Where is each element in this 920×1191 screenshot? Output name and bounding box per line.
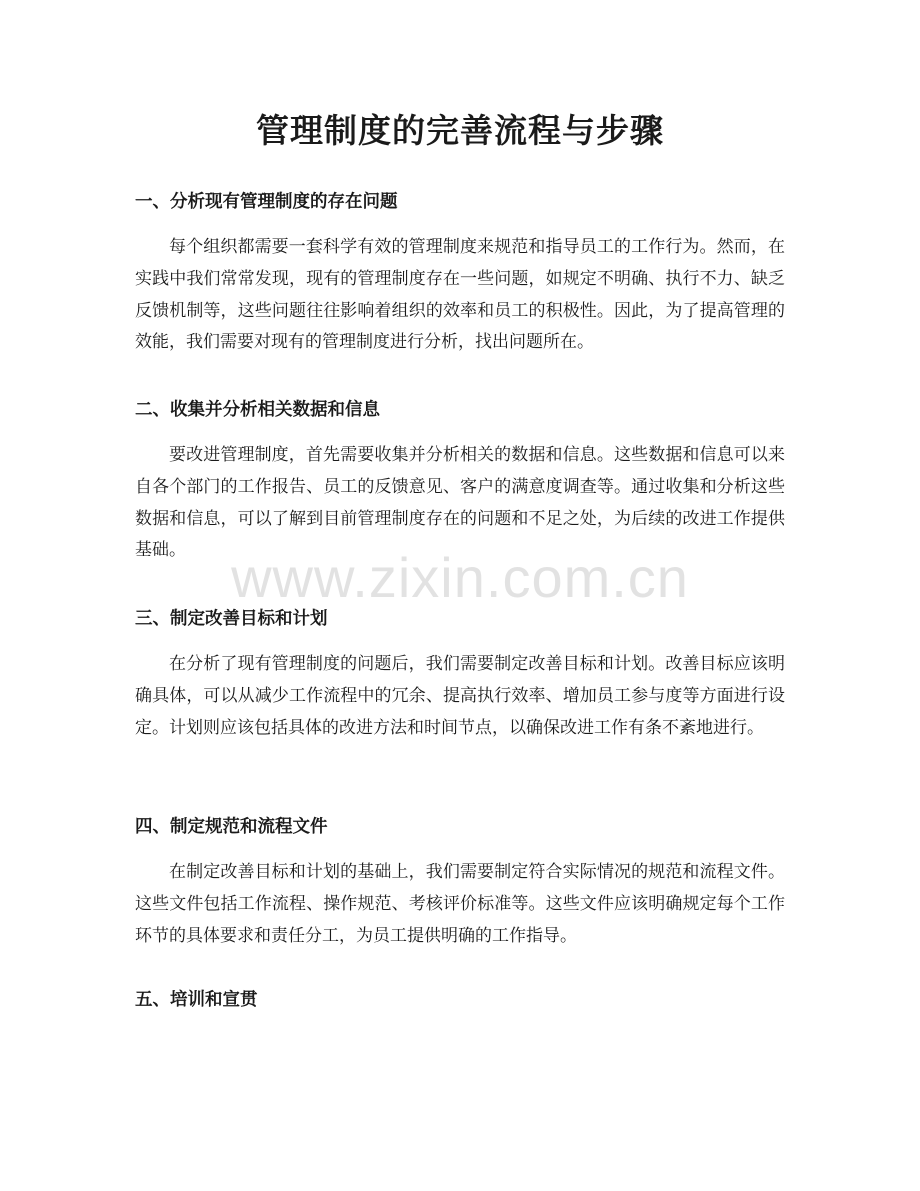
section-paragraph: 要改进管理制度，首先需要收集并分析相关的数据和信息。这些数据和信息可以来自各个部门的工作报告、员工的反馈意见、客户的满意度调查等。通过收集和分析这些数据和信息，可以了解到目前管理制度存在的问题和不足之处，为后续的改进工作提供基础。 xyxy=(135,445,785,561)
section-paragraph: 在制定改善目标和计划的基础上，我们需要制定符合实际情况的规范和流程文件。这些文件包括工作流程、操作规范、考核评价标准等。这些文件应该明确规定每个工作环节的具体要求和责任分工，为员工提供明确的工作指导。 xyxy=(135,862,785,946)
section-heading: 二、收集并分析相关数据和信息 xyxy=(135,400,380,420)
section-heading: 五、培训和宣贯 xyxy=(135,990,258,1010)
document-title: 管理制度的完善流程与步骤 xyxy=(256,111,664,150)
section-heading: 四、制定规范和流程文件 xyxy=(135,817,328,837)
section-3 xyxy=(135,606,785,744)
watermark: www.zixin.com.cn xyxy=(231,546,689,609)
section-paragraph: 在分析了现有管理制度的问题后，我们需要制定改善目标和计划。改善目标应该明确具体，可以从减少工作流程中的冗余、提高执行效率、增加员工参与度等方面进行设定。计划则应该包括具体的改进方法和时间节点，以确保改进工作有条不紊地进行。 xyxy=(135,654,785,738)
section-heading: 三、制定改善目标和计划 xyxy=(135,609,328,629)
section-paragraph: 每个组织都需要一套科学有效的管理制度来规范和指导员工的工作行为。然而，在实践中我们常常发现，现有的管理制度存在一些问题，如规定不明确、执行不力、缺乏反馈机制等，这些问题往往影响着组织的效率和员工的积极性。因此，为了提高管理的效能，我们需要对现有的管理制度进行分析，找出问题所在。 xyxy=(135,237,785,353)
section-2 xyxy=(135,397,785,567)
section-1 xyxy=(135,189,785,359)
section-4 xyxy=(135,814,785,952)
section-5 xyxy=(135,987,785,1013)
section-heading: 一、分析现有管理制度的存在问题 xyxy=(135,192,398,212)
